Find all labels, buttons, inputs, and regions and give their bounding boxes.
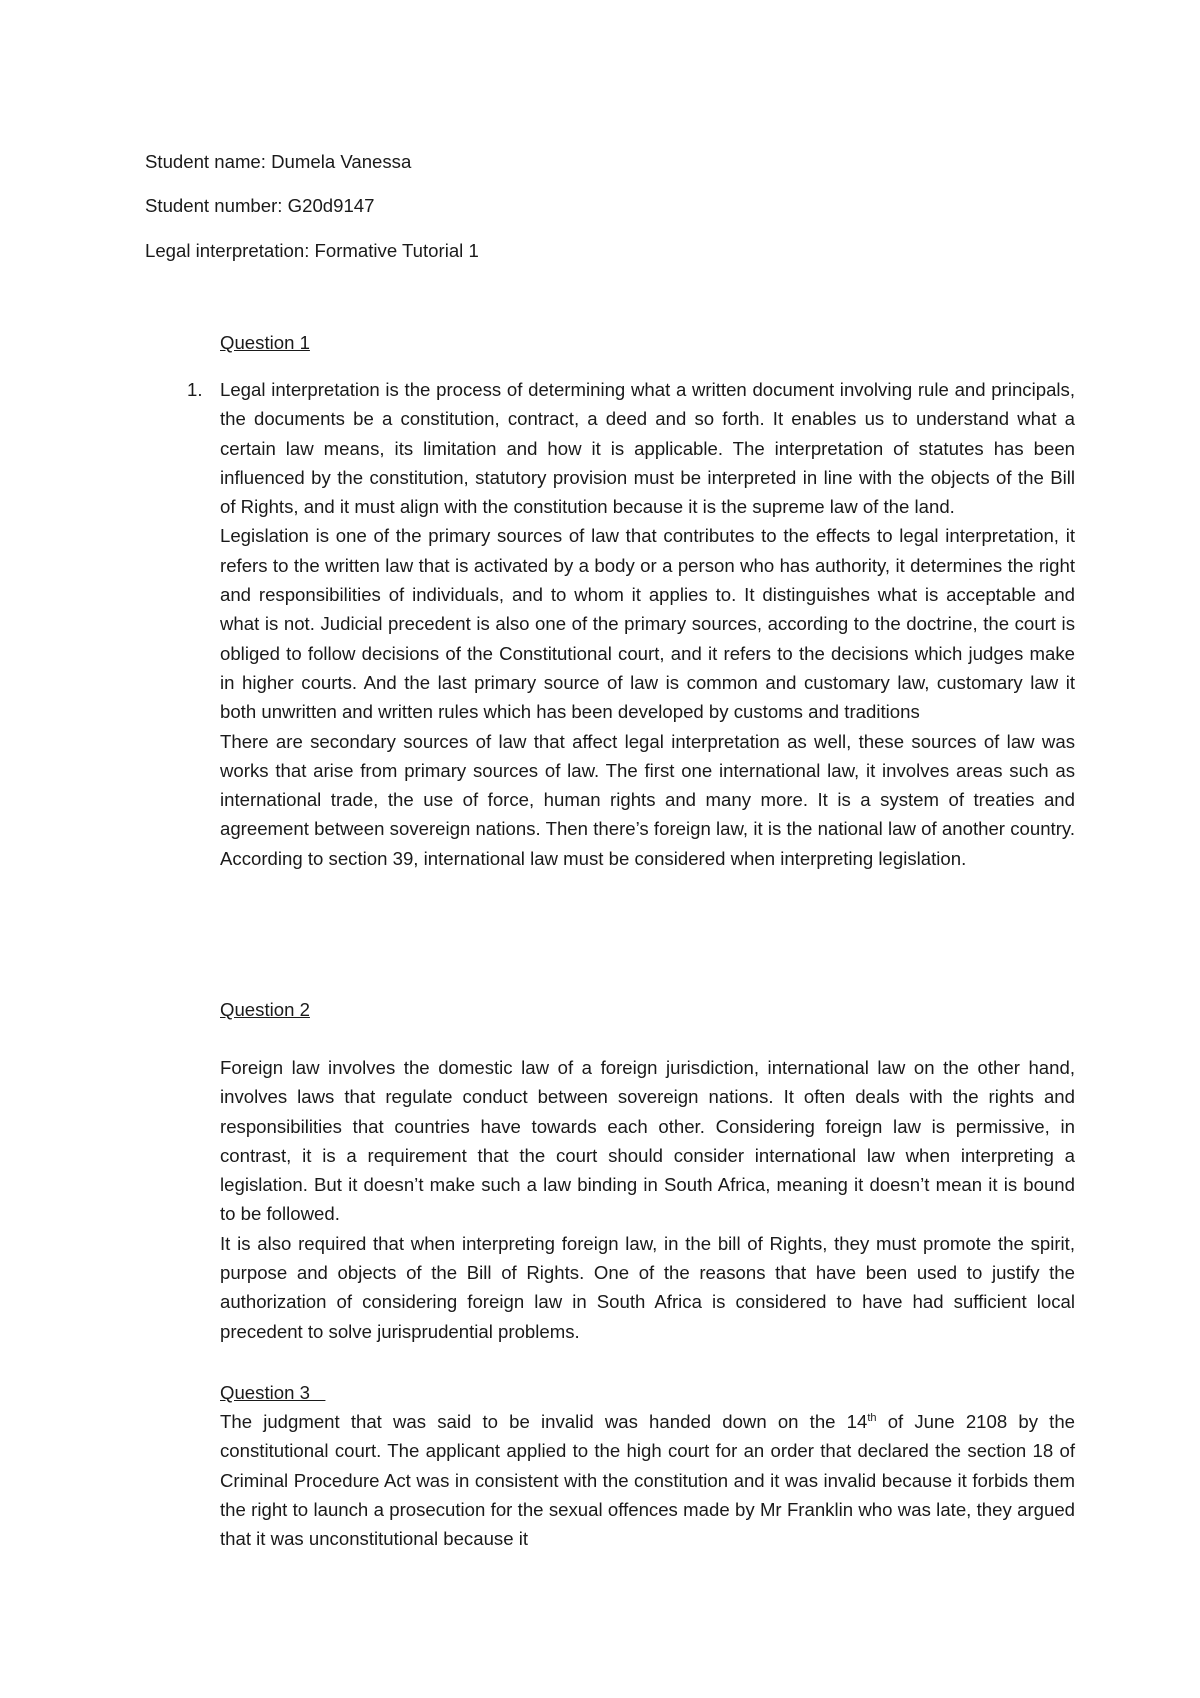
ordinal-suffix: th — [867, 1411, 877, 1424]
course-title: Legal interpretation: Formative Tutorial 1 — [145, 240, 479, 261]
question-2-heading: Question 2 — [220, 999, 310, 1020]
question-3-answer — [220, 1407, 1075, 1553]
question-2-answer — [220, 1053, 1075, 1346]
student-number: Student number: G20d9147 — [145, 195, 375, 216]
q3-text-end: of June 2108 by the constitutional court. The applicant applied to the high court for an order that declared the section 18 of Criminal Procedure Act was in consistent with the constitution and it was invalid because it forbids them the right to launch a prosecution for the sexual offences made by Mr Franklin who was late, they argued that it was unconstitutional because it — [220, 1411, 1075, 1550]
question-1-answer — [220, 375, 1075, 873]
question-3-heading: Question 3 — [220, 1382, 326, 1403]
q2-paragraph-2: It is also required that when interpreting foreign law, in the bill of Rights, they must promote the spirit, purpose and objects of the Bill of Rights. One of the reasons that have been used to justify the authorization of considering foreign law in South Africa is considered to have had sufficient local precedent to solve jurisprudential problems. — [220, 1232, 1075, 1342]
question-1-heading: Question 1 — [220, 332, 310, 353]
q2-paragraph-1: Foreign law involves the domestic law of a foreign jurisdiction, international law on the other hand, involves laws that regulate conduct between sovereign nations. It often deals with the rights and responsibilities that countries have towards each other. Considering foreign law is permissive, in contrast, it is a requirement that the court should consider international law when interpreting a legislation. But it doesn’t make such a law binding in South Africa, meaning it doesn’t mean it is bound to be followed. — [220, 1057, 1075, 1225]
q1-paragraph-2: Legislation is one of the primary sources of law that contributes to the effects to legal interpretation, it refers to the written law that is activated by a body or a person who has authority, it determines the right and responsibilities of individuals, and to whom it applies to. It distinguishes what is acceptable and what is not. Judicial precedent is also one of the primary sources, according to the doctrine, the court is obliged to follow decisions of the Constitutional court, and it refers to the decisions which judges make in higher courts. And the last primary source of law is common and customary law, customary law it both unwritten and written rules which has been developed by customs and traditions — [220, 525, 1075, 723]
list-number: 1. — [187, 379, 203, 400]
q1-paragraph-1: Legal interpretation is the process of determining what a written document involving rule and principals, the documents be a constitution, contract, a deed and so forth. It enables us to understand what a certain law means, its limitation and how it is applicable. The interpretation of statutes has been influenced by the constitution, statutory provision must be interpreted in line with the objects of the Bill of Rights, and it must align with the constitution because it is the supreme law of the land. — [220, 379, 1075, 518]
student-name: Student name: Dumela Vanessa — [145, 151, 412, 172]
q3-text-start: The judgment that was said to be invalid was handed down on the 14 — [220, 1411, 868, 1432]
q1-paragraph-3: There are secondary sources of law that affect legal interpretation as well, these sources of law was works that arise from primary sources of law. The first one international law, it involves areas such as international trade, the use of force, human rights and many more. It is a system of treaties and agreement between sovereign nations. Then there’s foreign law, it is the national law of another country. According to section 39, international law must be considered when interpreting legislation. — [220, 730, 1075, 869]
q3-paragraph-1 — [220, 1407, 1075, 1553]
